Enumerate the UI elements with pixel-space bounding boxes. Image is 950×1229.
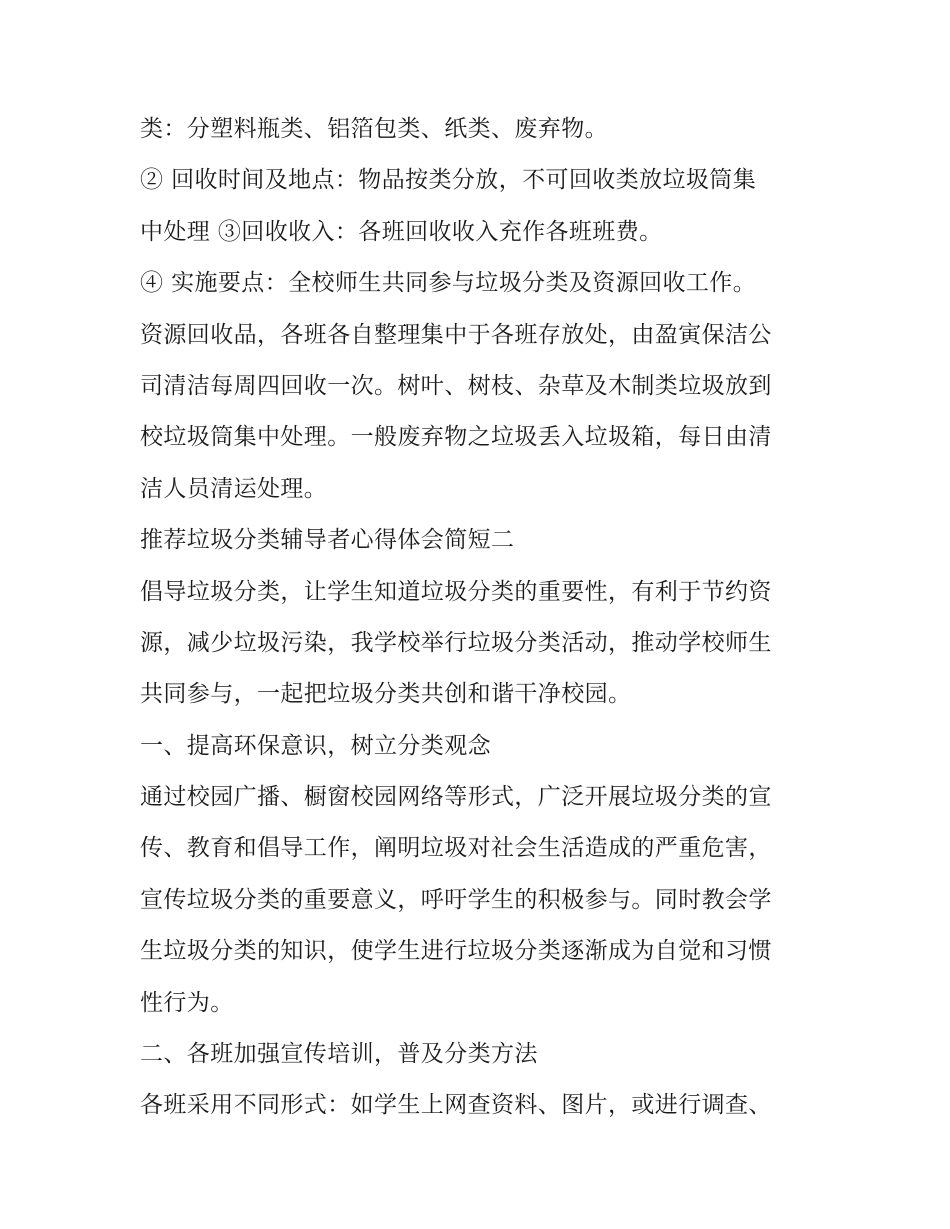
- text-line: 传、教育和倡导工作，阐明垃圾对社会生活造成的严重危害，: [140, 835, 772, 862]
- text-line: ④ 实施要点：全校师生共同参与垃圾分类及资源回收工作。: [140, 270, 757, 297]
- text-line: ② 回收时间及地点：物品按类分放，不可回收类放垃圾筒集: [140, 167, 757, 194]
- document-page: [140, 104, 820, 1132]
- text-line: 倡导垃圾分类，让学生知道垃圾分类的重要性，有利于节约资: [140, 578, 772, 605]
- section-title: 推荐垃圾分类辅导者心得体会简短二: [140, 527, 515, 554]
- text-line: 资源回收品，各班各自整理集中于各班存放处，由盈寅保洁公: [140, 321, 772, 348]
- text-line: 共同参与，一起把垃圾分类共创和谐干净校园。: [140, 681, 632, 708]
- text-line: 校垃圾筒集中处理。一般废弃物之垃圾丢入垃圾箱，每日由清: [140, 424, 772, 451]
- text-line: 中处理 ③回收收入：各班回收收入充作各班班费。: [140, 218, 663, 245]
- text-line: 通过校园广播、橱窗校园网络等形式，广泛开展垃圾分类的宣: [140, 784, 772, 811]
- section-heading: 一、提高环保意识，树立分类观念: [140, 732, 491, 759]
- text-line: 各班采用不同形式：如学生上网查资料、图片，或进行调查、: [140, 1092, 772, 1119]
- text-line: 源，减少垃圾污染，我学校举行垃圾分类活动，推动学校师生: [140, 629, 772, 656]
- text-line: 类：分塑料瓶类、铝箔包类、纸类、废弃物。: [140, 116, 608, 142]
- text-line: 宣传垃圾分类的重要意义，呼吁学生的积极参与。同时教会学: [140, 886, 772, 913]
- section-heading: 二、各班加强宣传培训，普及分类方法: [140, 1041, 538, 1068]
- text-line: 司清洁每周四回收一次。树叶、树枝、杂草及木制类垃圾放到: [140, 372, 772, 399]
- text-line: 生垃圾分类的知识，使学生进行垃圾分类逐渐成为自觉和习惯: [140, 938, 772, 965]
- text-line: 性行为。: [140, 989, 234, 1016]
- text-line: 洁人员清运处理。: [140, 475, 328, 502]
